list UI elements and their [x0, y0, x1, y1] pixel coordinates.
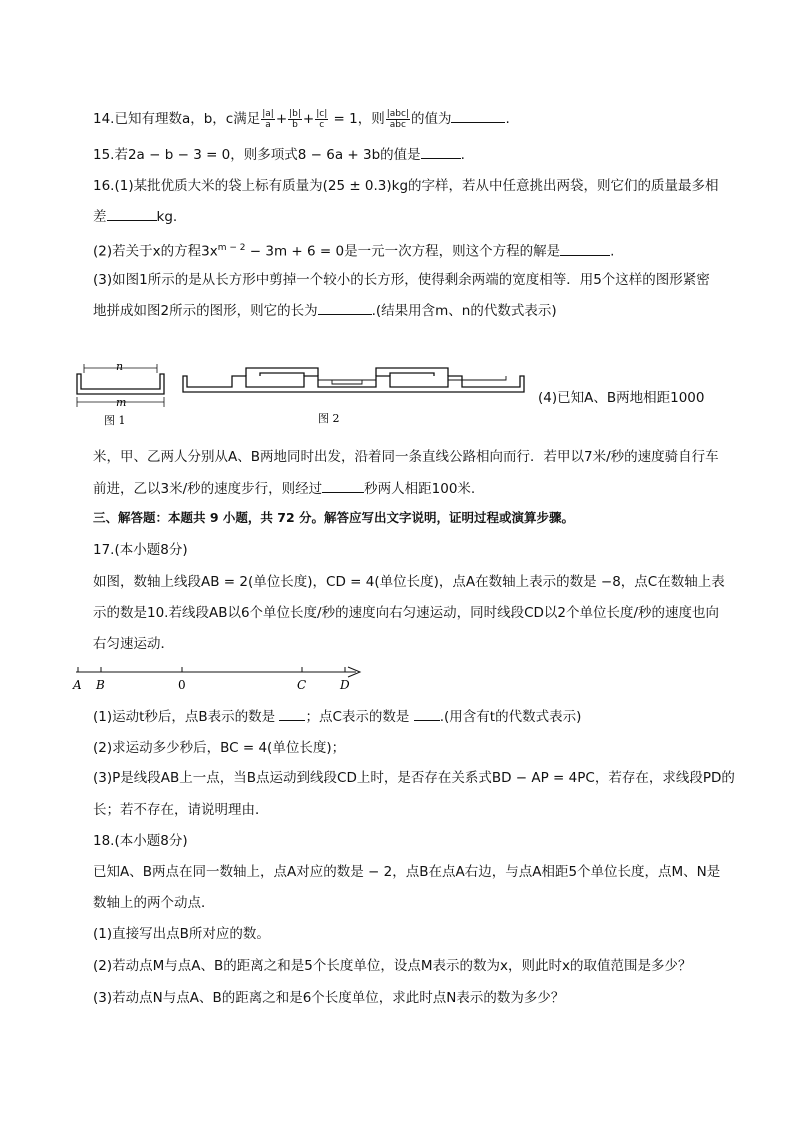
question-17-sub3-line2: 长；若不存在，请说明理由． — [93, 802, 269, 818]
question-16-part4-line3: 前进，乙以3米/秒的速度步行，则经过 秒两人相距100米. — [93, 478, 475, 499]
figure-2 — [180, 364, 530, 428]
fig1-caption: 图 1 — [104, 414, 126, 427]
axis-label-zero: 0 — [178, 678, 186, 692]
question-18-sub3: (3)若动点N与点A、B的距离之和是6个长度单位，求此时点N表示的数为多少？ — [93, 990, 565, 1006]
fraction-a: $\frac{|a|}{a}$ — [262, 108, 274, 130]
question-15: 15.若2a − b − 3 = 0，则多项式8 − 6a + 3b的值是 . — [93, 144, 465, 165]
question-17-sub3-line1: (3)P是线段AB上一点，当B点运动到线段CD上时，是否存在关系式BD − AP = 4PC，若存在，求线段PD的 — [93, 770, 735, 786]
q14-prefix: 14.已知有理数a，b，c满足 — [93, 111, 261, 127]
fig2-caption: 图 2 — [318, 412, 340, 425]
question-16-part3-line2: 地拼成如图2所示的图形，则它的长为 .(结果用含m、n的代数式表示) — [93, 300, 557, 321]
answer-blank[interactable] — [414, 706, 440, 721]
answer-blank[interactable] — [560, 241, 610, 256]
axis-label-a: A — [73, 678, 82, 692]
question-16-part2: (2)若关于x的方程$3x^{m - 2} - 3m + 6 = 0$是一元一次方程，则这个方程的解是 . — [93, 238, 614, 262]
answer-blank[interactable] — [421, 144, 461, 159]
question-14: 14.已知有理数a，b，c满足 $\frac{|a|}{a}$ + $\frac{|b|}{b}$ + $\frac{|c|}{c}$ = 1，则 $\frac{\text{|abc|}}{\text{abc}}$ 的值为 . — [93, 108, 510, 130]
question-17-line3: 右匀速运动． — [93, 636, 174, 652]
question-16-part3-line1: (3)如图1所示的是从长方形中剪掉一个较小的长方形，使得剩余两端的宽度相等．用5个这样的图形紧密 — [93, 272, 710, 288]
question-16-part1-line1: 16.(1)某批优质大米的袋上标有质量为(25 ± 0.3)kg的字样，若从中任意挑出两袋，则它们的质量最多相 — [93, 178, 719, 194]
fraction-c: $\frac{|c|}{c}$ — [316, 108, 328, 130]
axis-label-d: D — [340, 678, 350, 692]
question-16-part4-line2: 米，甲、乙两人分别从A、B两地同时出发，沿着同一条直线公路相向而行．若甲以7米/秒的速度骑自行车 — [93, 449, 719, 465]
question-17-sub2: (2)求运动多少秒后，BC = 4(单位长度)； — [93, 740, 346, 756]
answer-blank[interactable] — [279, 706, 305, 721]
question-17-line2: 示的数是10.若线段AB以6个单位长度/秒的速度向右匀速运动，同时线段CD以2个单位长度/秒的速度也向 — [93, 605, 720, 621]
axis-label-c: C — [297, 678, 307, 692]
question-18-line1: 已知A、B两点在同一数轴上，点A对应的数是 − 2，点B在点A右边，与点A相距5个单位长度，点M、N是 — [93, 864, 721, 880]
question-17-line1: 如图，数轴上线段AB = 2(单位长度)，CD = 4(单位长度)，点A在数轴上表示的数是 −8，点C在数轴上表 — [93, 574, 725, 590]
fig1-m-label: m — [116, 396, 127, 409]
answer-blank[interactable] — [107, 206, 157, 221]
question-16-part1-line2: 差 kg. — [93, 206, 177, 227]
question-18-sub2: (2)若动点M与点A、B的距离之和是5个长度单位，设点M表示的数为x，则此时x的取值范围是多少？ — [93, 958, 692, 974]
fig1-n-label: n — [116, 360, 124, 373]
answer-blank[interactable] — [322, 478, 364, 493]
number-line — [68, 664, 368, 694]
section-3-heading: 三、解答题：本题共 9 小题，共 72 分。解答应写出文字说明，证明过程或演算步骤。 — [93, 510, 575, 525]
question-18-header: 18.(本小题8分) — [93, 833, 188, 849]
answer-blank[interactable] — [318, 300, 372, 315]
question-16-part4-line1: (4)已知A、B两地相距1000 — [538, 390, 705, 406]
axis-label-b: B — [96, 678, 105, 692]
question-17-sub1: (1)运动t秒后，点B表示的数是 ；点C表示的数是 .(用含有t的代数式表示) — [93, 706, 581, 727]
figure-1 — [72, 360, 172, 428]
fraction-abc: $\frac{\text{|abc|}}{\text{abc}}$ — [386, 108, 409, 130]
fraction-b: $\frac{|b|}{b}$ — [289, 108, 301, 130]
question-18-line2: 数轴上的两个动点． — [93, 895, 215, 911]
question-17-header: 17.(本小题8分) — [93, 542, 188, 558]
question-18-sub1: (1)直接写出点B所对应的数。 — [93, 926, 270, 942]
answer-blank[interactable] — [451, 108, 505, 123]
